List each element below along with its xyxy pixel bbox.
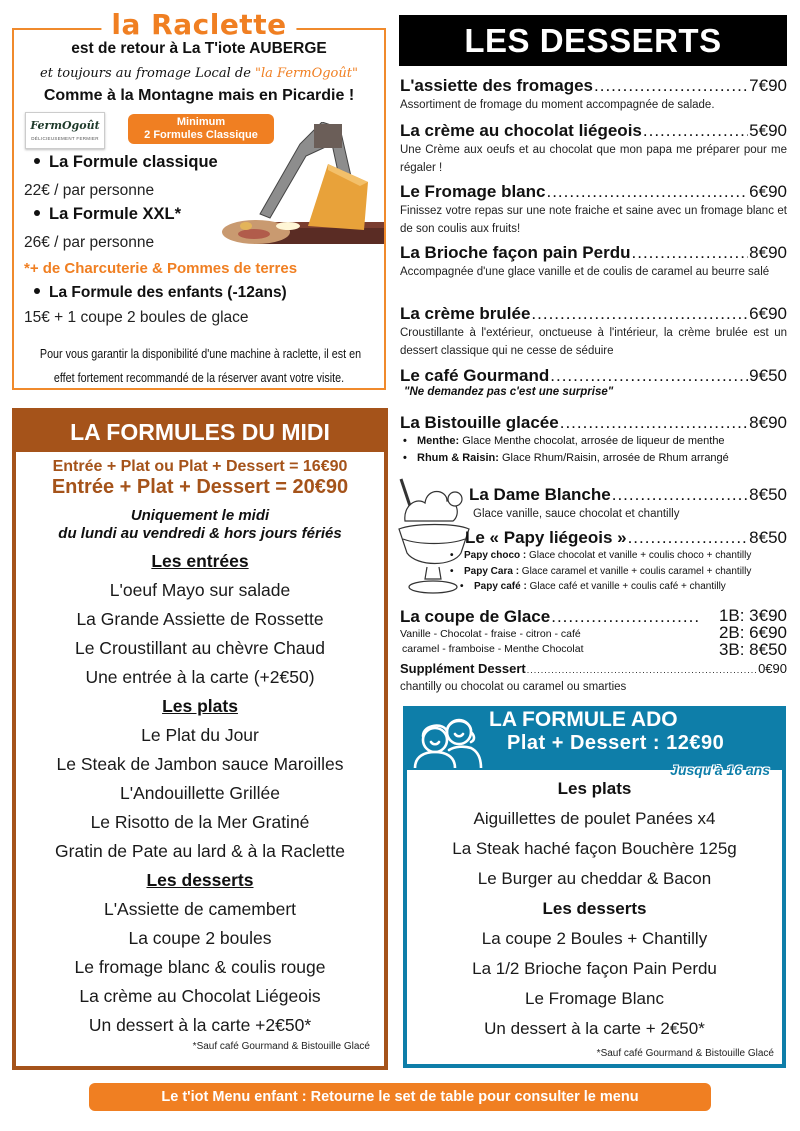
dessert-item	[400, 304, 787, 360]
menu-item: Le Burger au cheddar & Bacon	[477, 869, 712, 888]
dessert-name: Le café Gourmand	[400, 366, 550, 385]
menu-item: L'Assiette de camembert	[103, 899, 297, 919]
dessert-item	[400, 661, 787, 696]
raclette-section	[12, 8, 386, 390]
midi-section-plats: Les plats	[162, 696, 238, 716]
raclette-local-cheese	[14, 66, 384, 81]
option-item	[400, 433, 787, 450]
ado-title: LA FORMULE ADO	[489, 708, 678, 731]
ado-menu-list	[407, 774, 782, 1059]
formule-xxl-price: 26€ / par personne	[24, 234, 155, 251]
dessert-row	[400, 182, 787, 202]
dessert-name: La Brioche façon pain Perdu	[400, 243, 631, 262]
reservation-note	[39, 342, 362, 390]
option-label: Papy café :	[474, 581, 527, 592]
midi-price-2-courses: Entrée + Plat ou Plat + Dessert = 16€90	[52, 458, 348, 475]
formule-name: La Formule des enfants (-12ans)	[49, 284, 287, 301]
availability-line2: du lundi au vendredi & hors jours fériés	[58, 525, 342, 542]
raclette-title: la Raclette	[101, 8, 296, 41]
desserts-title: LES DESSERTS	[399, 15, 787, 66]
dessert-price: 5€90	[749, 121, 787, 140]
dessert-price: 8€50	[749, 528, 787, 547]
dessert-price: 6€90	[749, 304, 787, 323]
dessert-description: Accompagnée d'une glace vanille et de coulis de caramel au beurre salé	[400, 266, 770, 278]
dessert-row	[400, 413, 787, 433]
midi-menu-list	[16, 547, 384, 1040]
dessert-price: 0€90	[758, 661, 787, 676]
dessert-name: Le « Papy liégeois »	[465, 528, 627, 547]
dessert-item	[465, 528, 787, 595]
dessert-row	[400, 607, 700, 627]
price-1-boule: 1B: 3€90	[718, 606, 787, 625]
fermogout-logo	[25, 112, 105, 149]
dessert-name: La Bistouille glacée	[400, 413, 559, 432]
menu-item: Aiguillettes de poulet Panées x4	[473, 809, 716, 828]
dessert-name: L'assiette des fromages	[400, 76, 594, 95]
option-text: Glace caramel et vanille + coulis caramel + chantilly	[519, 565, 752, 577]
dessert-name: La crème brulée	[400, 304, 531, 323]
option-item	[400, 450, 787, 467]
option-label: Papy Cara :	[464, 565, 520, 577]
menu-item: L'oeuf Mayo sur salade	[109, 580, 291, 600]
formule-xxl-title	[34, 205, 181, 224]
dessert-description: Une Crème aux oeufs et au chocolat que mon papa me préparer pour me régaler !	[400, 144, 787, 174]
dessert-price: 7€90	[749, 76, 787, 95]
ado-age-limit: Jusqu'à 16 ans	[670, 762, 770, 778]
menu-item: Une entrée à la carte (+2€50)	[85, 667, 315, 687]
formule-classique-title	[34, 153, 218, 172]
option-text: Glace café et vanille + coulis café + chantilly	[526, 581, 726, 592]
midi-footnote: *Sauf café Gourmand & Bistouille Glacé	[192, 1041, 370, 1052]
glace-prices	[719, 607, 787, 658]
dessert-description: Finissez votre repas sur une note fraiche et saine avec un fromage blanc et de son coulis aux fruits!	[400, 205, 787, 235]
menu-item: L'Andouillette Grillée	[120, 783, 280, 803]
kids-menu-banner: Le t'iot Menu enfant : Retourne le set de table pour consulter le menu	[89, 1083, 711, 1111]
leader-dots	[643, 121, 748, 141]
bullet-icon	[34, 158, 40, 164]
dessert-name: La coupe de Glace	[400, 607, 551, 626]
local-cheese-brand: "la FermOgoût"	[255, 66, 358, 81]
leader-dots	[527, 665, 757, 675]
menu-item: Le Steak de Jambon sauce Maroilles	[56, 754, 344, 774]
option-text: Glace Rhum/Raisin, arrosée de Rhum arrangé	[498, 452, 729, 464]
dessert-name: La Dame Blanche	[469, 485, 611, 504]
option-label: Papy choco :	[464, 550, 527, 561]
dessert-row	[400, 661, 787, 676]
option-item	[447, 579, 787, 595]
dessert-row	[400, 243, 787, 263]
leader-dots	[531, 304, 748, 324]
ado-header	[403, 706, 786, 770]
dessert-row	[400, 304, 787, 324]
dessert-price: 8€50	[749, 485, 787, 504]
dessert-row	[400, 366, 787, 386]
reservation-note-line2: effet fortement recommandé de la réserver avant votre visite.	[53, 371, 345, 385]
menu-item: Un dessert à la carte + 2€50*	[484, 1019, 705, 1038]
bullet-icon	[34, 288, 40, 294]
minimum-badge-line2: 2 Formules Classique	[144, 129, 258, 141]
midi-section	[12, 408, 388, 1070]
dessert-item	[400, 121, 787, 177]
kids-icon	[411, 710, 485, 768]
dessert-item	[469, 485, 787, 523]
midi-section-desserts: Les desserts	[146, 870, 254, 890]
dessert-item	[400, 366, 787, 398]
dessert-name: La crème au chocolat liégeois	[400, 121, 642, 140]
price-2-boules: 2B: 6€90	[718, 623, 787, 642]
dessert-name: Le Fromage blanc	[400, 182, 546, 201]
dessert-price: 8€90	[749, 243, 787, 262]
option-text: Glace chocolat et vanille + coulis choco + chantilly	[526, 550, 752, 561]
leader-dots	[594, 76, 748, 96]
ado-section-plats: Les plats	[557, 779, 632, 798]
logo-tagline: DÉLICIEUSEMENT FERMIER	[31, 136, 99, 141]
dessert-item	[400, 182, 787, 238]
logo-name: FermOgoût	[30, 119, 100, 132]
dessert-item-coupe-glace	[400, 607, 787, 661]
leader-dots	[632, 243, 749, 263]
formule-classique-price: 22€ / par personne	[24, 182, 155, 199]
option-item	[447, 548, 787, 564]
reservation-note-line1: Pour vous garantir la disponibilité d'une machine à raclette, il est en	[39, 347, 362, 361]
menu-item: La Steak haché façon Bouchère 125g	[452, 839, 737, 858]
local-cheese-text: et toujours au fromage Local de	[40, 66, 256, 81]
menu-item: La coupe 2 Boules + Chantilly	[481, 929, 708, 948]
leader-dots	[612, 485, 748, 505]
dessert-price: 9€50	[749, 366, 787, 385]
formule-enfants-price: 15€ + 1 coupe 2 boules de glace	[24, 309, 249, 326]
midi-title: LA FORMULES DU MIDI	[16, 412, 384, 452]
menu-item: Le Fromage Blanc	[525, 989, 664, 1008]
menu-item: La coupe 2 boules	[128, 928, 272, 948]
option-label: Rhum & Raisin:	[417, 452, 499, 464]
dessert-description: Croustillante à l'extérieur, onctueuse à l'intérieur, la crème brulée est un dessert classique qui ne cesse de séduire	[400, 327, 787, 357]
formule-name: La Formule classique	[49, 153, 218, 171]
dessert-row	[400, 76, 787, 96]
leader-dots	[546, 182, 748, 202]
midi-price-3-courses: Entrée + Plat + Dessert = 20€90	[51, 476, 349, 498]
dessert-row	[469, 485, 787, 505]
dessert-item	[400, 76, 787, 114]
raclette-tagline: Comme à la Montagne mais en Picardie !	[43, 87, 355, 104]
dessert-description: "Ne demandez pas c'est une surprise"	[404, 386, 614, 398]
flavors-line1: Vanille - Chocolat - fraise - citron - café	[400, 628, 581, 640]
ado-section-desserts: Les desserts	[542, 899, 647, 918]
formule-enfants-title	[34, 284, 287, 302]
dessert-price: 6€90	[749, 182, 787, 201]
price-3-boules: 3B: 8€50	[718, 640, 787, 659]
xxl-note: *+ de Charcuterie & Pommes de terres	[24, 260, 298, 277]
option-text: Glace Menthe chocolat, arrosée de liqueur de menthe	[459, 435, 725, 447]
availability-line1: Uniquement le midi	[130, 507, 270, 524]
bistouille-options	[400, 433, 787, 467]
option-label: Menthe:	[417, 435, 460, 447]
dessert-description: Glace vanille, sauce chocolat et chantilly	[473, 508, 680, 520]
leader-dots	[628, 528, 749, 548]
menu-item: La crème au Chocolat Liégeois	[79, 986, 321, 1006]
dessert-row	[465, 528, 787, 548]
dessert-description: Assortiment de fromage du moment accompagnée de salade.	[400, 99, 715, 111]
menu-item: La Grande Assiette de Rossette	[76, 609, 324, 629]
menu-item: Le Plat du Jour	[141, 725, 259, 745]
raclette-subtitle: est de retour à La T'iote AUBERGE	[71, 40, 327, 57]
dessert-price: 8€90	[749, 413, 787, 432]
menu-item: Le Risotto de la Mer Gratiné	[90, 812, 310, 832]
menu-item: Gratin de Pate au lard & à la Raclette	[55, 841, 345, 861]
raclette-machine-image	[210, 122, 386, 250]
dessert-row	[400, 121, 787, 141]
formule-name: La Formule XXL*	[49, 205, 182, 223]
menu-item: La 1/2 Brioche façon Pain Perdu	[472, 959, 717, 978]
leader-dots	[560, 413, 748, 433]
menu-item: Le fromage blanc & coulis rouge	[74, 957, 326, 977]
midi-section-entrees: Les entrées	[151, 551, 249, 571]
leader-dots	[550, 366, 748, 386]
dessert-item	[400, 413, 787, 467]
ado-price: Plat + Dessert : 12€90	[507, 732, 725, 754]
dessert-item	[400, 243, 787, 281]
option-item	[447, 564, 787, 580]
menu-item: Le Croustillant au chèvre Chaud	[74, 638, 325, 658]
bullet-icon	[34, 210, 40, 216]
minimum-badge-line1: Minimum	[176, 116, 226, 128]
flavors-line2: caramel - framboise - Menthe Chocolat	[402, 643, 584, 655]
ado-footnote: *Sauf café Gourmand & Bistouille Glacé	[596, 1048, 774, 1059]
midi-availability	[16, 507, 384, 543]
papy-options	[447, 548, 787, 595]
dessert-name: Supplément Dessert	[400, 661, 526, 676]
menu-item: Un dessert à la carte +2€50*	[88, 1015, 312, 1035]
ado-section	[403, 706, 786, 1068]
leader-dots	[551, 607, 699, 627]
dessert-description: chantilly ou chocolat ou caramel ou smarties	[400, 681, 627, 693]
